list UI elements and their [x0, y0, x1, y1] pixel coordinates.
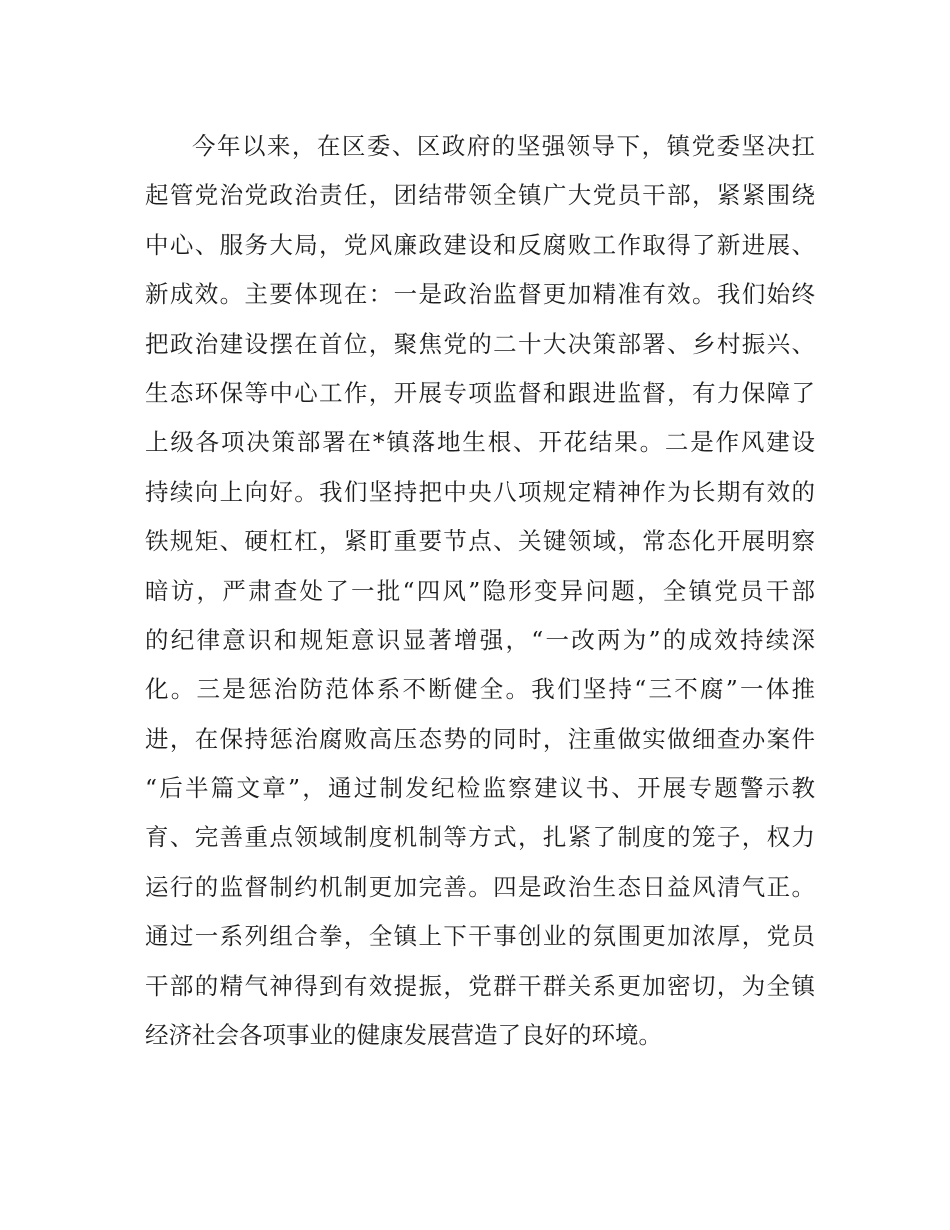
paragraph-line: 运行的监督制约机制更加完善。四是政治生态日益风清气正。	[145, 872, 815, 901]
paragraph-line: 新成效。主要体现在：一是政治监督更加精准有效。我们始终	[145, 280, 815, 309]
paragraph-line: 今年以来，在区委、区政府的坚强领导下，镇党委坚决扛	[192, 132, 815, 160]
paragraph-line: 育、完善重点领域制度机制等方式，扎紧了制度的笼子，权力	[145, 823, 815, 852]
paragraph-line: 持续向上向好。我们坚持把中央八项规定精神作为长期有效的	[145, 477, 815, 506]
paragraph-line: 中心、服务大局，党风廉政建设和反腐败工作取得了新进展、	[145, 230, 815, 259]
paragraph-line: 化。三是惩治防范体系不断健全。我们坚持“三不腐”一体推	[145, 675, 815, 704]
paragraph-line: 生态环保等中心工作，开展专项监督和跟进监督，有力保障了	[145, 378, 815, 407]
paragraph-line: 上级各项决策部署在*镇落地生根、开花结果。二是作风建设	[145, 428, 815, 457]
paragraph-line: 经济社会各项事业的健康发展营造了良好的环境。	[145, 1021, 662, 1050]
paragraph-line: 通过一系列组合拳，全镇上下干事创业的氛围更加浓厚，党员	[145, 922, 815, 951]
paragraph-line: 的纪律意识和规矩意识显著增强，“一改两为”的成效持续深	[145, 625, 815, 654]
paragraph	[145, 122, 815, 1060]
paragraph-line: 进，在保持惩治腐败高压态势的同时，注重做实做细查办案件	[145, 724, 815, 753]
paragraph-line: 把政治建设摆在首位，聚焦党的二十大决策部署、乡村振兴、	[145, 329, 815, 358]
paragraph-line: 铁规矩、硬杠杠，紧盯重要节点、关键领域，常态化开展明察	[145, 527, 815, 556]
paragraph-line: 起管党治党政治责任，团结带领全镇广大党员干部，紧紧围绕	[145, 181, 815, 210]
paragraph-line: 干部的精气神得到有效提振，党群干群关系更加密切，为全镇	[145, 971, 815, 1000]
paragraph-line: “后半篇文章”，通过制发纪检监察建议书、开展专题警示教	[145, 774, 815, 803]
paragraph-line: 暗访，严肃查处了一批“四风”隐形变异问题，全镇党员干部	[145, 576, 815, 605]
